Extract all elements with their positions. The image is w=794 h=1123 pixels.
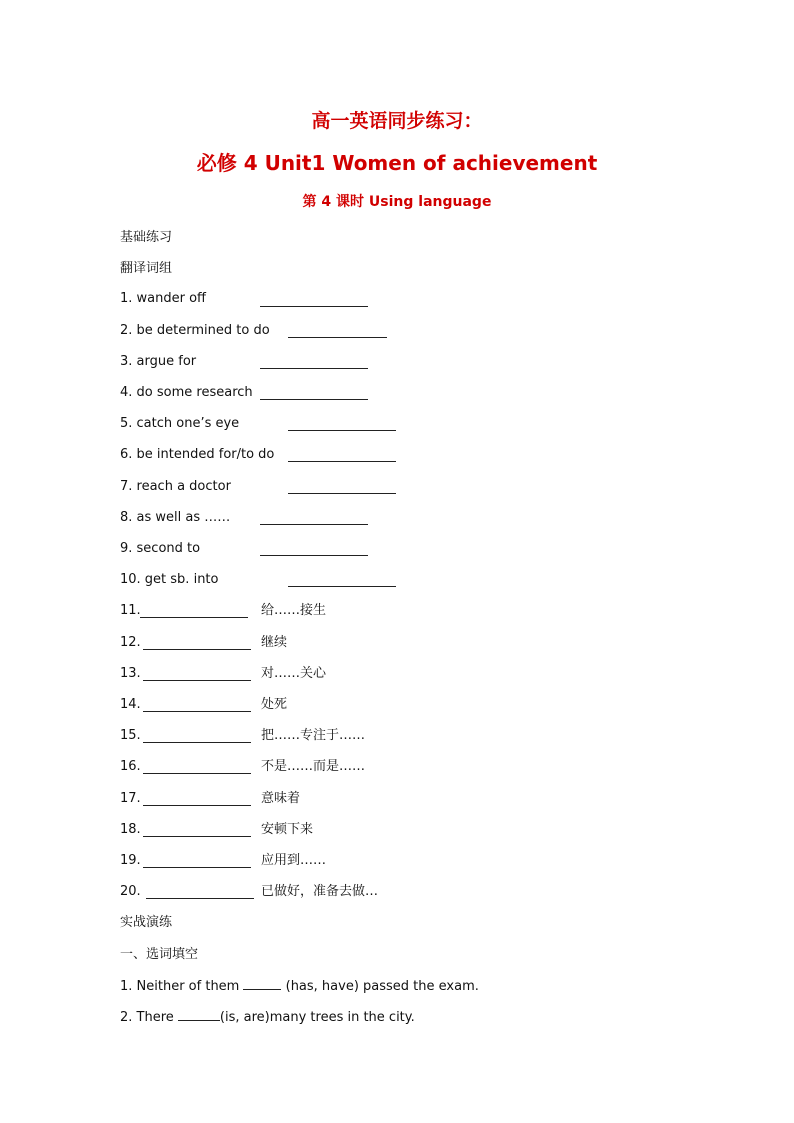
answer-blank-5[interactable] — [288, 430, 396, 431]
answer-blank-7[interactable] — [288, 493, 396, 494]
exercise-2 — [120, 1006, 415, 1028]
cn-answer-blank-12[interactable] — [143, 649, 251, 650]
phrase-item-9: 9. second to — [120, 541, 201, 556]
cn-item-num-13: 13. — [120, 666, 141, 681]
cn-item-num-19: 19. — [120, 853, 141, 868]
cn-item-num-20: 20. — [120, 884, 141, 899]
phrase-item-8: 8. as well as …… — [120, 510, 231, 525]
cn-item-text-18: 安顿下来 — [261, 822, 314, 837]
subsection-fill-heading: 一、选词填空 — [120, 947, 199, 962]
cn-item-num-11: 11. — [120, 603, 141, 618]
phrase-item-7: 7. reach a doctor — [120, 479, 231, 494]
exercise-1-blank[interactable] — [243, 975, 281, 990]
doc-title: 高一英语同步练习： — [311, 110, 483, 132]
cn-item-text-19: 应用到…… — [261, 853, 327, 868]
answer-blank-4[interactable] — [260, 399, 368, 400]
phrase-item-5: 5. catch one’s eye — [120, 416, 240, 431]
cn-item-text-15: 把……专注于…… — [261, 728, 366, 743]
cn-answer-blank-13[interactable] — [143, 680, 251, 681]
cn-answer-blank-14[interactable] — [143, 711, 251, 712]
cn-answer-blank-19[interactable] — [143, 867, 251, 868]
answer-blank-6[interactable] — [288, 461, 396, 462]
cn-item-num-16: 16. — [120, 759, 141, 774]
cn-answer-blank-18[interactable] — [143, 836, 251, 837]
cn-item-num-14: 14. — [120, 697, 141, 712]
phrase-item-6: 6. be intended for/to do — [120, 447, 275, 462]
exercise-2-blank[interactable] — [178, 1006, 220, 1021]
answer-blank-1[interactable] — [260, 306, 368, 307]
cn-item-text-20: 已做好，准备去做… — [261, 884, 379, 899]
answer-blank-2[interactable] — [288, 337, 387, 338]
cn-answer-blank-20[interactable] — [146, 898, 254, 899]
cn-item-text-11: 给……接生 — [261, 603, 327, 618]
answer-blank-9[interactable] — [260, 555, 368, 556]
cn-answer-blank-16[interactable] — [143, 773, 251, 774]
cn-item-num-15: 15. — [120, 728, 141, 743]
phrase-item-1: 1. wander off — [120, 291, 207, 306]
cn-item-num-12: 12. — [120, 635, 141, 650]
cn-answer-blank-11[interactable] — [140, 617, 248, 618]
doc-subtitle: 必修 4 Unit1 Women of achievement — [196, 151, 598, 175]
answer-blank-3[interactable] — [260, 368, 368, 369]
cn-item-text-12: 继续 — [261, 635, 288, 650]
cn-item-text-17: 意味着 — [261, 791, 301, 806]
section-translate-heading: 翻译词组 — [120, 261, 173, 276]
cn-item-num-18: 18. — [120, 822, 141, 837]
section-basic-heading: 基础练习 — [120, 230, 173, 245]
cn-answer-blank-15[interactable] — [143, 742, 251, 743]
phrase-item-2: 2. be determined to do — [120, 323, 270, 338]
lesson-title: 第 4 课时 Using language — [302, 194, 492, 210]
answer-blank-8[interactable] — [260, 524, 368, 525]
exercise-1-text-after: (has, have) passed the exam. — [281, 979, 479, 994]
exercise-1 — [120, 975, 479, 997]
phrase-item-3: 3. argue for — [120, 354, 197, 369]
answer-blank-10[interactable] — [288, 586, 396, 587]
phrase-item-10: 10. get sb. into — [120, 572, 219, 587]
phrase-item-4: 4. do some research — [120, 385, 253, 400]
exercise-2-text-before: 2. There — [120, 1010, 178, 1025]
cn-item-text-13: 对……关心 — [261, 666, 327, 681]
cn-item-num-17: 17. — [120, 791, 141, 806]
cn-item-text-14: 处死 — [261, 697, 288, 712]
cn-item-text-16: 不是……而是…… — [261, 759, 366, 774]
exercise-2-text-after: (is, are)many trees in the city. — [219, 1010, 415, 1025]
cn-answer-blank-17[interactable] — [143, 805, 251, 806]
section-practice-heading: 实战演练 — [120, 915, 173, 930]
exercise-1-text-before: 1. Neither of them — [120, 979, 244, 994]
